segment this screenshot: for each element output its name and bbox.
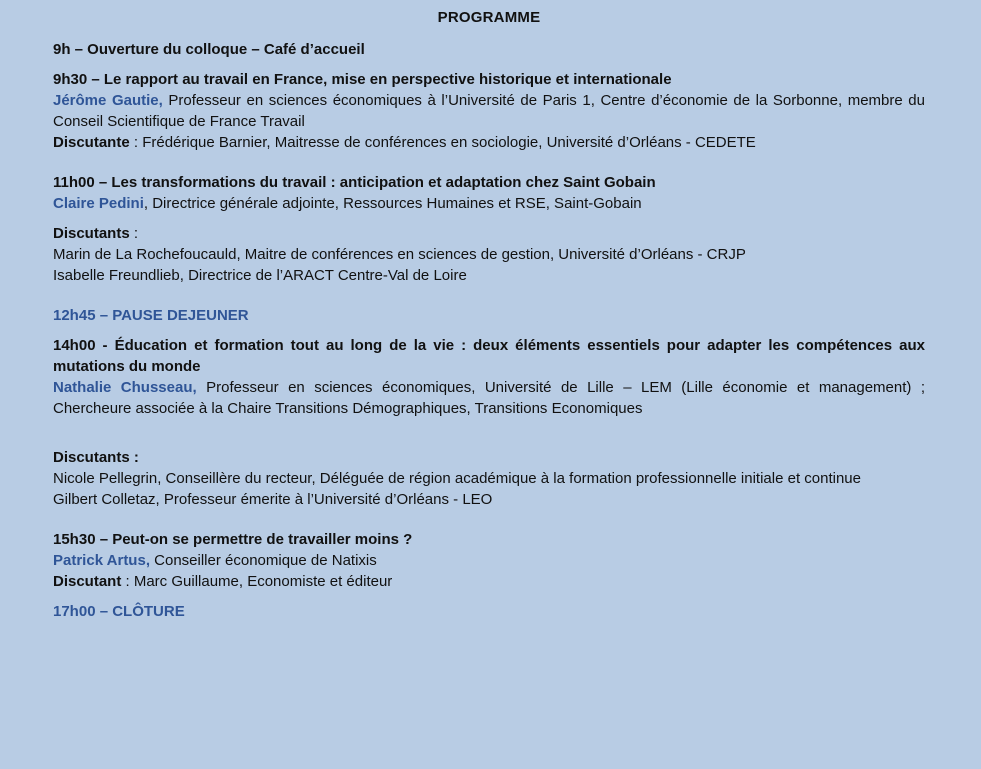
speaker-name: Claire Pedini [53,195,144,212]
discussant-entry: Nicole Pellegrin, Conseillère du recteur, Déléguée de région académique à la formation professionnelle initiale et continue [53,470,861,487]
session-education-formation [53,335,925,419]
discussants-label-line [53,223,925,244]
speaker-description: Conseiller économique de Natixis [149,552,377,569]
discussants-label: Discutants [53,225,130,242]
discussant-label: Discutant [53,573,122,590]
lunch-break [53,305,925,326]
speaker-line [53,377,925,419]
session-heading: 15h30 – Peut-on se permettre de travailler moins ? [53,531,413,548]
discussants-label: Discutants : [53,449,139,466]
speaker-line [53,550,925,571]
speaker-description: , Directrice générale adjointe, Ressources Humaines et RSE, Saint-Gobain [143,195,642,212]
speaker-description: Professeur en sciences économiques à l’Université de Paris 1, Centre d’économie de la Sorbonne, membre du Conseil Scientifique de France Travail [53,92,925,130]
speaker-name: Patrick Artus, [53,552,150,569]
opening-item [53,39,925,60]
session-transformations-travail [53,172,925,214]
session-travailler-moins [53,529,925,592]
session-heading: 11h00 – Les transformations du travail : anticipation et adaptation chez Saint Gobain [53,174,656,191]
speaker-name: Nathalie Chusseau, [53,379,197,396]
session-rapport-travail [53,69,925,153]
session-discussants [53,447,925,510]
session-heading: 14h00 - Éducation et formation tout au long de la vie : deux éléments essentiels pour adapter les compétences aux mutations du monde [53,337,925,375]
page-title: PROGRAMME [437,9,541,26]
session-heading: 9h30 – Le rapport au travail en France, mise en perspective historique et internationale [53,71,672,88]
discussant-text: : Marc Guillaume, Economiste et éditeur [121,573,393,590]
discussants-label-suffix: : [129,225,139,242]
discussant-entry: Marin de La Rochefoucauld, Maitre de conférences en sciences de gestion, Université d’Orléans - CRJP [53,246,746,263]
discussant-line [53,571,925,592]
closing-item [53,601,925,622]
session-discussants [53,223,925,286]
speaker-line [53,193,925,214]
lunch-heading: 12h45 – PAUSE DEJEUNER [53,307,249,324]
speaker-description: Professeur en sciences économiques, Université de Lille – LEM (Lille économie et management) ; Chercheure associée à la Chaire Transitions Démographiques, Transitions Economiques [53,379,925,417]
discussant-label: Discutante [53,134,130,151]
discussant-entry: Gilbert Colletaz, Professeur émerite à l’Université d’Orléans - LEO [53,491,493,508]
speaker-name: Jérôme Gautie, [53,92,163,109]
opening-heading: 9h – Ouverture du colloque – Café d’accueil [53,41,365,58]
discussant-line [53,132,925,153]
discussant-entry: Isabelle Freundlieb, Directrice de l’ARACT Centre-Val de Loire [53,267,467,284]
discussant-text: : Frédérique Barnier, Maitresse de conférences en sociologie, Université d’Orléans - CEDETE [129,134,756,151]
closing-heading: 17h00 – CLÔTURE [53,603,185,620]
speaker-line [53,90,925,132]
